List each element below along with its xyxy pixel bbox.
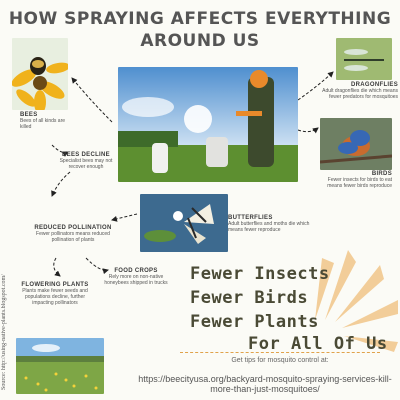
flowering-plants-node	[14, 282, 96, 306]
title-line-1: HOW SPRAYING AFFECTS EVERYTHING	[8, 9, 392, 29]
meadow-photo	[16, 338, 104, 394]
arrow-center-to-birds	[298, 128, 318, 132]
bees-decline-label: BEES DECLINE	[62, 152, 110, 158]
arrow-pollination-to-flowering	[54, 258, 60, 276]
headline-for-all-of-us: For All Of Us	[248, 334, 388, 354]
food-crops-label: FOOD CROPS	[114, 268, 158, 274]
arrow-center-to-bees	[72, 78, 112, 122]
dragonflies-label: DRAGONFLIES	[351, 82, 398, 88]
birds-label: BIRDS	[371, 171, 392, 177]
title-line-2: AROUND US	[140, 31, 260, 51]
reduced-pollination-label: REDUCED POLLINATION	[34, 225, 112, 231]
reduced-pollination-desc: Fewer pollinators means reduced pollination of plants	[36, 231, 110, 243]
headline-fewer-insects: Fewer Insects	[190, 264, 330, 284]
bee-photo	[12, 38, 68, 110]
birds-node	[320, 171, 392, 189]
headline-fewer-plants: Fewer Plants	[190, 312, 319, 332]
resource-link[interactable]: https://beecityusa.org/backyard-mosquito-spraying-services-kill-more-than-just-mosquitoes/	[138, 374, 392, 394]
dragonflies-node	[322, 82, 398, 100]
food-crops-node	[102, 268, 170, 286]
bees-label: BEES	[20, 112, 38, 118]
reduced-pollination-node	[30, 225, 116, 243]
source-credit: Source: http://using-native-plants.blogspot.com/	[1, 274, 7, 390]
butterflies-desc: Adult butterflies and moths die which means fewer reproduce	[228, 221, 310, 233]
butterflies-label: BUTTERFLIES	[228, 215, 273, 221]
dragonfly-photo	[336, 38, 392, 80]
bird-photo	[320, 118, 392, 170]
headline-fewer-birds: Fewer Birds	[190, 288, 309, 308]
butterflies-node	[228, 215, 324, 233]
tips-text: Get tips for mosquito control at:	[231, 357, 329, 364]
arrow-decline-to-pollination	[52, 172, 70, 196]
dragonflies-desc: Adult dragonflies die which means fewer predators for mosquitoes	[322, 88, 398, 100]
birds-desc: Fewer insects for birds to eat means fewer birds reproduce	[327, 177, 392, 189]
divider	[180, 352, 380, 353]
sprayer-photo	[118, 67, 298, 182]
bees-node	[20, 112, 70, 130]
flowering-plants-desc: Plants make fewer seeds and populations decline, further impacting pollinators	[22, 288, 88, 306]
bees-desc: Bees of all kinds are killed	[20, 118, 66, 130]
food-crops-desc: Rely more on non-native honeybees shipped in trucks	[104, 274, 168, 286]
arrow-butterflies-to-pollination	[112, 214, 137, 220]
flowering-plants-label: FLOWERING PLANTS	[21, 282, 89, 288]
butterfly-photo	[140, 194, 228, 252]
bees-decline-desc: Specialist bees may not recover enough	[59, 158, 113, 170]
bees-decline-node	[54, 152, 118, 170]
